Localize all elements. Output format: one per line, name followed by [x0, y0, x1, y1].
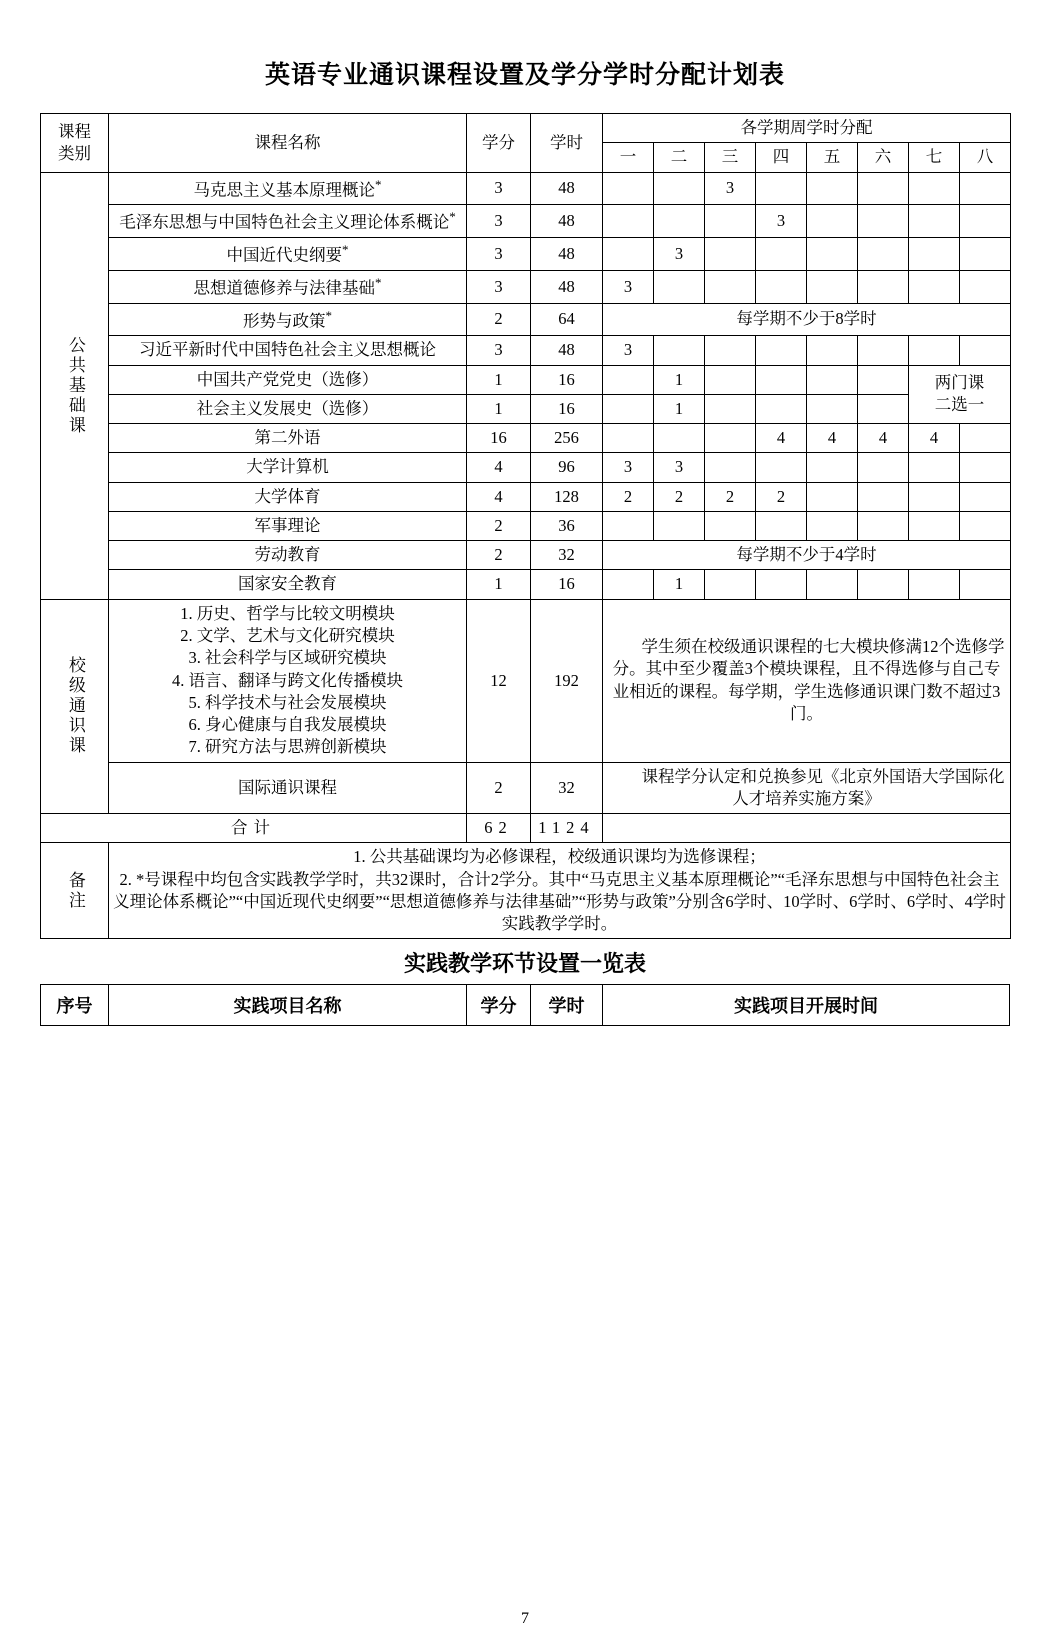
sem-6 [858, 511, 909, 540]
course-credits: 1 [467, 394, 531, 423]
sem-1 [603, 172, 654, 205]
sem-8 [960, 336, 1011, 365]
table-row [41, 541, 1011, 570]
semester-note: 每学期不少于8学时 [603, 303, 1011, 336]
curriculum-table [40, 113, 1011, 939]
remark-body [109, 843, 1011, 939]
course-name-text: 毛泽东思想与中国特色社会主义理论体系概论 [119, 212, 450, 232]
course-hours: 48 [531, 270, 603, 303]
sem-4 [756, 336, 807, 365]
module-item: 5. 科学技术与社会发展模块 [188, 692, 387, 712]
page-number: 7 [521, 1610, 529, 1627]
sem-3 [705, 205, 756, 238]
header-hours: 学时 [531, 114, 603, 173]
sem-5: 4 [807, 424, 858, 453]
module-item: 6. 身心健康与自我发展模块 [188, 715, 387, 735]
table-row [41, 424, 1011, 453]
sem-6 [858, 172, 909, 205]
sem-7 [909, 172, 960, 205]
total-empty [603, 814, 1011, 843]
group-school-general [41, 599, 109, 813]
table-row-total [41, 814, 1011, 843]
sem-4 [756, 394, 807, 423]
elective-pair-note [909, 365, 1011, 424]
course-credits: 2 [467, 541, 531, 570]
sem-3 [705, 424, 756, 453]
course-name-text: 思想道德修养与法律基础 [193, 278, 375, 298]
sem-7: 4 [909, 424, 960, 453]
course-hours: 96 [531, 453, 603, 482]
sem-1: 3 [603, 270, 654, 303]
sem-4: 2 [756, 482, 807, 511]
course-hours: 48 [531, 336, 603, 365]
table-row [41, 336, 1011, 365]
sem-8 [960, 482, 1011, 511]
course-hours: 36 [531, 511, 603, 540]
course-credits: 3 [467, 172, 531, 205]
practice-header-row [41, 985, 1010, 1026]
sem-5 [807, 394, 858, 423]
sem-7 [909, 482, 960, 511]
header-semester-4: 四 [756, 143, 807, 172]
practice-header-name: 实践项目名称 [109, 985, 467, 1026]
header-semester-1: 一 [603, 143, 654, 172]
practice-header-no: 序号 [41, 985, 109, 1026]
sem-2: 3 [654, 238, 705, 271]
course-name: 习近平新时代中国特色社会主义思想概论 [109, 336, 467, 365]
sem-2 [654, 172, 705, 205]
sem-8 [960, 570, 1011, 599]
header-category-line1: 课程 [58, 121, 91, 141]
sem-8 [960, 238, 1011, 271]
sem-7 [909, 238, 960, 271]
sem-5 [807, 365, 858, 394]
course-hours: 16 [531, 394, 603, 423]
sem-5 [807, 336, 858, 365]
sem-4 [756, 570, 807, 599]
course-hours: 16 [531, 570, 603, 599]
course-name [109, 303, 467, 336]
module-list [109, 599, 467, 762]
course-name: 国际通识课程 [109, 762, 467, 814]
course-hours: 256 [531, 424, 603, 453]
course-credits: 1 [467, 570, 531, 599]
course-hours: 48 [531, 238, 603, 271]
sem-6 [858, 365, 909, 394]
course-credits: 3 [467, 270, 531, 303]
course-hours: 128 [531, 482, 603, 511]
course-name [109, 270, 467, 303]
sem-4: 3 [756, 205, 807, 238]
course-hours: 16 [531, 365, 603, 394]
total-hours: 1124 [531, 814, 603, 843]
sem-6 [858, 336, 909, 365]
course-credits: 2 [467, 511, 531, 540]
sem-4 [756, 365, 807, 394]
header-semester-3: 三 [705, 143, 756, 172]
sem-4 [756, 270, 807, 303]
remark-line-2: 2. *号课程中均包含实践教学学时，共32课时，合计2学分。其中“马克思主义基本原理概论”“毛泽东思想与中国特色社会主义理论体系概论”“中国近现代史纲要”“思想道德修养与法律基础”“形势与政策”分别含6学时、10学时、6学时、6学时、4学时实践教学学时。 [113, 869, 1006, 934]
course-name-text: 中国近代史纲要 [226, 245, 342, 265]
sem-5 [807, 270, 858, 303]
sem-1 [603, 365, 654, 394]
table-header-row [41, 114, 1011, 143]
remark-line-1: 1. 公共基础课均为必修课程，校级通识课均为选修课程； [353, 847, 766, 867]
course-credits: 2 [467, 303, 531, 336]
table-row-remark [41, 843, 1011, 939]
course-hours: 32 [531, 762, 603, 814]
module-item: 2. 文学、艺术与文化研究模块 [180, 626, 395, 646]
sem-3 [705, 511, 756, 540]
course-name [109, 172, 467, 205]
sem-7 [909, 453, 960, 482]
course-credits: 2 [467, 762, 531, 814]
header-category [41, 114, 109, 173]
sem-6 [858, 453, 909, 482]
sem-7 [909, 270, 960, 303]
course-name [109, 238, 467, 271]
sem-8 [960, 270, 1011, 303]
course-credits: 12 [467, 599, 531, 762]
sem-1: 3 [603, 336, 654, 365]
sem-5 [807, 172, 858, 205]
table-row [41, 394, 1011, 423]
header-semester-8: 八 [960, 143, 1011, 172]
course-hours: 192 [531, 599, 603, 762]
sem-1 [603, 424, 654, 453]
practice-table [40, 984, 1010, 1026]
star-marker: * [449, 209, 456, 225]
module-item: 4. 语言、翻译与跨文化传播模块 [172, 670, 403, 690]
table-row-general-modules [41, 599, 1011, 762]
sem-3 [705, 365, 756, 394]
course-name: 国家安全教育 [109, 570, 467, 599]
course-hours: 32 [531, 541, 603, 570]
sem-4 [756, 172, 807, 205]
sem-5 [807, 238, 858, 271]
sem-8 [960, 511, 1011, 540]
table-row [41, 270, 1011, 303]
sem-5 [807, 453, 858, 482]
sem-1 [603, 394, 654, 423]
star-marker: * [342, 242, 349, 258]
table-row-international [41, 762, 1011, 814]
sem-2 [654, 205, 705, 238]
header-semester-group: 各学期周学时分配 [603, 114, 1011, 143]
practice-header-time: 实践项目开展时间 [603, 985, 1010, 1026]
table-row [41, 453, 1011, 482]
course-name: 大学计算机 [109, 453, 467, 482]
sem-3: 3 [705, 172, 756, 205]
group-school-general-label: 校级通识课 [65, 656, 85, 757]
sem-2 [654, 424, 705, 453]
sem-6 [858, 205, 909, 238]
course-name [109, 205, 467, 238]
sem-2: 1 [654, 570, 705, 599]
sem-1 [603, 205, 654, 238]
sem-6: 4 [858, 424, 909, 453]
sem-2 [654, 511, 705, 540]
page-title: 英语专业通识课程设置及学分学时分配计划表 [264, 60, 785, 89]
practice-header-credits: 学分 [467, 985, 531, 1026]
sem-1 [603, 570, 654, 599]
sem-7 [909, 205, 960, 238]
sem-5 [807, 570, 858, 599]
sem-4 [756, 453, 807, 482]
module-item: 1. 历史、哲学与比较文明模块 [180, 603, 395, 623]
sem-3 [705, 394, 756, 423]
elective-pair-note-line1: 两门课 [934, 373, 985, 393]
header-semester-6: 六 [858, 143, 909, 172]
sem-3 [705, 453, 756, 482]
sem-2: 1 [654, 394, 705, 423]
sem-1 [603, 238, 654, 271]
course-credits: 1 [467, 365, 531, 394]
table-row [41, 205, 1011, 238]
sem-3 [705, 570, 756, 599]
international-course-description: 课程学分认定和兑换参见《北京外国语大学国际化人才培养实施方案》 [603, 762, 1011, 814]
remark-label [41, 843, 109, 939]
course-credits: 3 [467, 238, 531, 271]
course-name-text: 形势与政策 [243, 311, 326, 331]
course-credits: 16 [467, 424, 531, 453]
header-course-name: 课程名称 [109, 114, 467, 173]
course-credits: 4 [467, 453, 531, 482]
header-semester-2: 二 [654, 143, 705, 172]
practice-title: 实践教学环节设置一览表 [403, 952, 646, 978]
course-credits: 4 [467, 482, 531, 511]
sem-4 [756, 511, 807, 540]
sem-3 [705, 238, 756, 271]
course-name: 军事理论 [109, 511, 467, 540]
general-modules-description: 学生须在校级通识课程的七大模块修满12个选修学分。其中至少覆盖3个模块课程，且不得选修与自己专业相近的课程。每学期，学生选修通识课门数不超过3门。 [603, 599, 1011, 762]
course-name: 第二外语 [109, 424, 467, 453]
group-public-basic-label: 公共基础课 [65, 335, 85, 436]
sem-3 [705, 270, 756, 303]
sem-1: 3 [603, 453, 654, 482]
star-marker: * [375, 274, 382, 290]
group-public-basic [41, 172, 109, 599]
sem-3: 2 [705, 482, 756, 511]
header-semester-5: 五 [807, 143, 858, 172]
sem-8 [960, 424, 1011, 453]
sem-6 [858, 270, 909, 303]
sem-8 [960, 172, 1011, 205]
sem-6 [858, 482, 909, 511]
semester-note: 每学期不少于4学时 [603, 541, 1011, 570]
sem-8 [960, 205, 1011, 238]
star-marker: * [325, 307, 332, 323]
sem-2: 2 [654, 482, 705, 511]
sem-6 [858, 238, 909, 271]
star-marker: * [375, 176, 382, 192]
course-hours: 48 [531, 205, 603, 238]
sem-5 [807, 205, 858, 238]
course-name: 劳动教育 [109, 541, 467, 570]
course-name-text: 马克思主义基本原理概论 [193, 180, 375, 200]
course-name: 社会主义发展史（选修） [109, 394, 467, 423]
module-item: 3. 社会科学与区域研究模块 [188, 648, 387, 668]
table-row [41, 238, 1011, 271]
course-credits: 3 [467, 336, 531, 365]
sem-2 [654, 270, 705, 303]
sem-6 [858, 394, 909, 423]
sem-6 [858, 570, 909, 599]
header-credits: 学分 [467, 114, 531, 173]
course-name: 大学体育 [109, 482, 467, 511]
elective-pair-note-line2: 二选一 [934, 395, 985, 415]
table-row [41, 570, 1011, 599]
practice-header-hours: 学时 [531, 985, 603, 1026]
sem-2: 1 [654, 365, 705, 394]
course-credits: 3 [467, 205, 531, 238]
sem-7 [909, 570, 960, 599]
header-semester-7: 七 [909, 143, 960, 172]
sem-2 [654, 336, 705, 365]
sem-1: 2 [603, 482, 654, 511]
sem-7 [909, 511, 960, 540]
header-category-line2: 类别 [58, 143, 91, 163]
table-row [41, 511, 1011, 540]
remark-label-text: 备注 [65, 870, 85, 911]
course-name: 中国共产党党史（选修） [109, 365, 467, 394]
sem-3 [705, 336, 756, 365]
sem-5 [807, 511, 858, 540]
practice-section [40, 939, 1010, 1026]
table-row [41, 482, 1011, 511]
sem-5 [807, 482, 858, 511]
sem-2: 3 [654, 453, 705, 482]
sem-1 [603, 511, 654, 540]
table-row [41, 303, 1011, 336]
module-item: 7. 研究方法与思辨创新模块 [188, 737, 387, 757]
total-label: 合计 [41, 814, 467, 843]
sem-4 [756, 238, 807, 271]
course-hours: 48 [531, 172, 603, 205]
table-row [41, 172, 1011, 205]
sem-4: 4 [756, 424, 807, 453]
total-credits: 62 [467, 814, 531, 843]
table-row [41, 365, 1011, 394]
sem-8 [960, 453, 1011, 482]
course-hours: 64 [531, 303, 603, 336]
sem-7 [909, 336, 960, 365]
